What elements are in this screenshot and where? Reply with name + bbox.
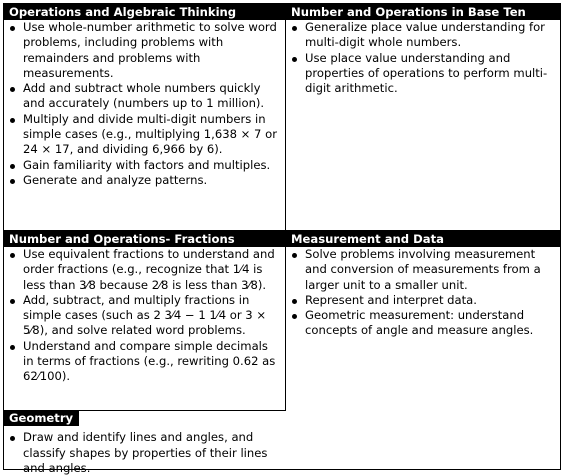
section-header: Number and Operations- Fractions xyxy=(4,231,285,247)
section-number-operations-fractions xyxy=(4,231,285,385)
section-header: Geometry xyxy=(4,410,79,426)
list-item: Understand and compare simple decimals in terms of fractions (e.g., rewriting 0.62 as 62⁄100). xyxy=(4,339,285,385)
list-item: Add and subtract whole numbers quickly and accurately (numbers up to 1 million). xyxy=(4,81,285,112)
bullet-icon xyxy=(10,179,15,184)
bullet-icon xyxy=(10,164,15,169)
section-measurement-data xyxy=(286,231,560,339)
list-item: Multiply and divide multi-digit numbers in simple cases (e.g., multiplying 1,638 × 7 or 24 × 17, and dividing 6,966 by 6). xyxy=(4,112,285,158)
section-geometry xyxy=(4,410,285,476)
list-item: Add, subtract, and multiply fractions in simple cases (such as 2 3⁄4 − 1 1⁄4 or 3 × 5⁄8), and solve related word problems. xyxy=(4,293,285,339)
section-operations-algebraic-thinking xyxy=(4,4,285,188)
list-item: Geometric measurement: understand concepts of angle and measure angles. xyxy=(286,308,560,339)
section-list xyxy=(286,247,560,339)
list-item: Solve problems involving measurement and conversion of measurements from a larger unit to a smaller unit. xyxy=(286,247,560,293)
section-list xyxy=(4,20,285,188)
section-header: Number and Operations in Base Ten xyxy=(286,4,560,20)
bullet-icon xyxy=(10,253,15,258)
section-list xyxy=(286,20,560,96)
bullet-icon xyxy=(10,436,15,441)
bullet-icon xyxy=(10,345,15,350)
bullet-icon xyxy=(10,118,15,123)
section-list xyxy=(4,247,285,385)
section-list xyxy=(4,430,285,476)
bullet-icon xyxy=(10,26,15,31)
list-item: Use equivalent fractions to understand and order fractions (e.g., recognize that 1⁄4 is less than 3⁄8 because 2⁄8 is less than 3⁄8). xyxy=(4,247,285,293)
bullet-icon xyxy=(10,299,15,304)
bullet-icon xyxy=(292,253,297,258)
list-item: Use place value understanding and properties of operations to perform multi-digit arithmetic. xyxy=(286,51,560,97)
bullet-icon xyxy=(292,57,297,62)
list-item: Generate and analyze patterns. xyxy=(4,173,285,188)
section-number-operations-base-ten xyxy=(286,4,560,96)
bullet-icon xyxy=(292,299,297,304)
bullet-icon xyxy=(292,26,297,31)
section-header: Measurement and Data xyxy=(286,231,560,247)
list-item: Generalize place value understanding for multi-digit whole numbers. xyxy=(286,20,560,51)
bullet-icon xyxy=(10,87,15,92)
standards-table xyxy=(3,3,561,475)
list-item: Draw and identify lines and angles, and classify shapes by properties of their lines and angles. xyxy=(4,430,285,476)
list-item: Gain familiarity with factors and multiples. xyxy=(4,158,285,173)
list-item: Use whole-number arithmetic to solve word problems, including problems with remainders and problems with measurements. xyxy=(4,20,285,81)
section-header: Operations and Algebraic Thinking xyxy=(4,4,285,20)
bullet-icon xyxy=(292,314,297,319)
list-item: Represent and interpret data. xyxy=(286,293,560,308)
